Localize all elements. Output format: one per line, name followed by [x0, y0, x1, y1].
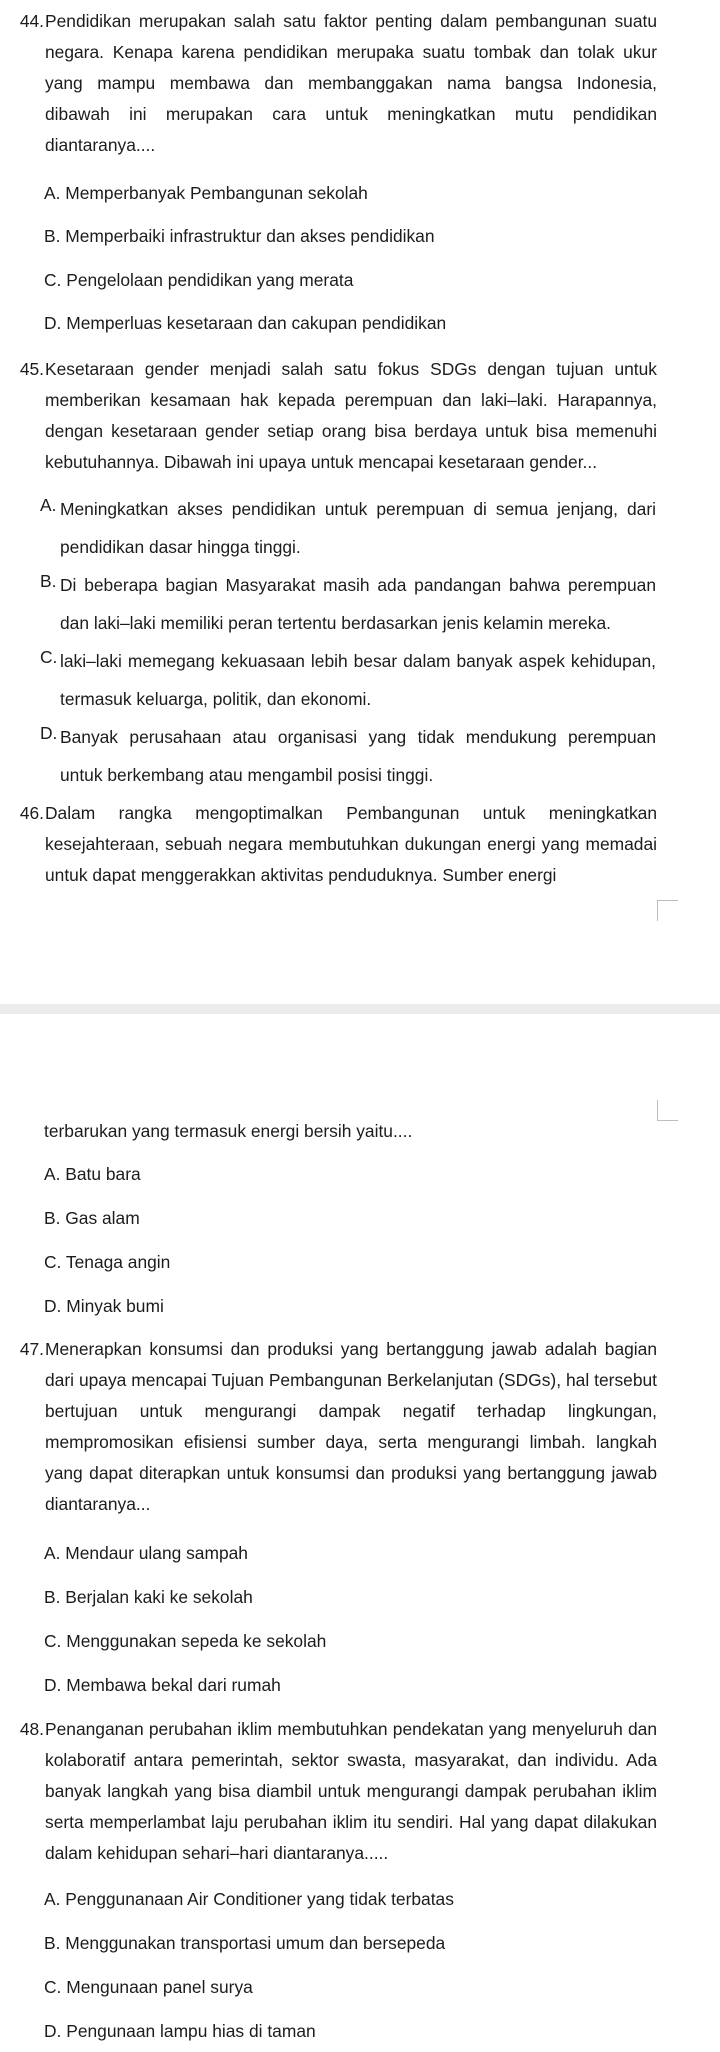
- option-b[interactable]: [40, 566, 656, 642]
- option-d[interactable]: D. Memperluas kesetaraan dan cakupan pendidikan: [44, 313, 447, 333]
- option-text: laki–laki memegang kekuasaan lebih besar dalam banyak aspek kehidupan, termasuk keluarga, politik, dan ekonomi.: [60, 651, 656, 709]
- option-d[interactable]: [40, 718, 656, 794]
- option-d[interactable]: D. Pengunaan lampu hias di taman: [44, 2021, 316, 2041]
- option-a[interactable]: A. Batu bara: [44, 1164, 141, 1184]
- option-b[interactable]: B. Menggunakan transportasi umum dan bersepeda: [44, 1933, 446, 1953]
- question-44: [0, 6, 720, 161]
- question-number: 46.: [19, 803, 44, 823]
- option-d[interactable]: D. Minyak bumi: [44, 1296, 164, 1316]
- option-a[interactable]: [40, 490, 656, 566]
- option-letter: A.: [40, 495, 57, 515]
- option-a[interactable]: A. Memperbanyak Pembangunan sekolah: [44, 183, 368, 203]
- option-a[interactable]: A. Penggunanaan Air Conditioner yang tidak terbatas: [44, 1889, 454, 1909]
- option-c[interactable]: C. Pengelolaan pendidikan yang merata: [44, 270, 354, 290]
- option-letter: C.: [40, 647, 58, 667]
- question-48: [0, 1714, 720, 1869]
- option-a[interactable]: A. Mendaur ulang sampah: [44, 1543, 248, 1563]
- option-c[interactable]: C. Menggunakan sepeda ke sekolah: [44, 1631, 327, 1651]
- question-text: Penanganan perubahan iklim membutuhkan pendekatan yang menyeluruh dan kolaboratif antara pemerintah, sektor swasta, masyarakat, dan individu. Ada banyak langkah yang bisa diambil untuk mengurangi dampak perubahan iklim serta memperlambat laju perubahan iklim itu sendiri. Hal yang dapat dilakukan dalam kehidupan sehari–hari diantaranya.....: [45, 1719, 657, 1863]
- option-text: Di beberapa bagian Masyarakat masih ada pandangan bahwa perempuan dan laki–laki memiliki peran tertentu berdasarkan jenis kelamin mereka.: [60, 575, 656, 633]
- question-number: 48.: [19, 1719, 44, 1739]
- question-46: [0, 798, 720, 891]
- option-b[interactable]: B. Memperbaiki infrastruktur dan akses pendidikan: [44, 226, 435, 246]
- question-text: Dalam rangka mengoptimalkan Pembangunan untuk meningkatkan kesejahteraan, sebuah negara membutuhkan dukungan energi yang memadai untuk dapat menggerakkan aktivitas penduduknya. Sumber energi: [45, 803, 657, 885]
- option-letter: D.: [40, 723, 58, 743]
- page-2: [0, 1014, 720, 2052]
- option-c[interactable]: [40, 642, 656, 718]
- question-number: 45.: [19, 359, 44, 379]
- option-b[interactable]: B. Gas alam: [44, 1208, 140, 1228]
- option-c[interactable]: C. Tenaga angin: [44, 1252, 171, 1272]
- question-number: 44.: [19, 11, 44, 31]
- option-b[interactable]: B. Berjalan kaki ke sekolah: [44, 1587, 253, 1607]
- option-letter: B.: [40, 571, 57, 591]
- option-text: Banyak perusahaan atau organisasi yang tidak mendukung perempuan untuk berkembang atau mengambil posisi tinggi.: [60, 727, 656, 785]
- question-47: [0, 1334, 720, 1520]
- page-1: [0, 0, 720, 1004]
- option-d[interactable]: D. Membawa bekal dari rumah: [44, 1675, 281, 1695]
- page-corner-mark: [657, 900, 678, 921]
- option-text: Meningkatkan akses pendidikan untuk perempuan di semua jenjang, dari pendidikan dasar hingga tinggi.: [60, 499, 656, 557]
- question-text: Kesetaraan gender menjadi salah satu fokus SDGs dengan tujuan untuk memberikan kesamaan hak kepada perempuan dan laki–laki. Harapannya, dengan kesetaraan gender setiap orang bisa berdaya untuk bisa memenuhi kebutuhannya. Dibawah ini upaya untuk mencapai kesetaraan gender...: [45, 359, 657, 472]
- page-separator: [0, 1004, 720, 1014]
- question-45: [0, 354, 720, 478]
- option-c[interactable]: C. Mengunaan panel surya: [44, 1977, 253, 1997]
- page-corner-mark: [657, 1100, 678, 1121]
- question-46-continuation: terbarukan yang termasuk energi bersih yaitu....: [44, 1121, 413, 1141]
- question-text: Menerapkan konsumsi dan produksi yang bertanggung jawab adalah bagian dari upaya mencapai Tujuan Pembangunan Berkelanjutan (SDGs), hal tersebut bertujuan untuk mengurangi dampak negatif terhadap lingkungan, mempromosikan efisiensi sumber daya, serta mengurangi limbah. langkah yang dapat diterapkan untuk konsumsi dan produksi yang bertanggung jawab diantaranya...: [45, 1339, 657, 1514]
- question-text: Pendidikan merupakan salah satu faktor penting dalam pembangunan suatu negara. Kenapa karena pendidikan merupaka suatu tombak dan tolak ukur yang mampu membawa dan membanggakan nama bangsa Indonesia, dibawah ini merupakan cara untuk meningkatkan mutu pendidikan diantaranya....: [45, 11, 657, 155]
- question-number: 47.: [19, 1339, 44, 1359]
